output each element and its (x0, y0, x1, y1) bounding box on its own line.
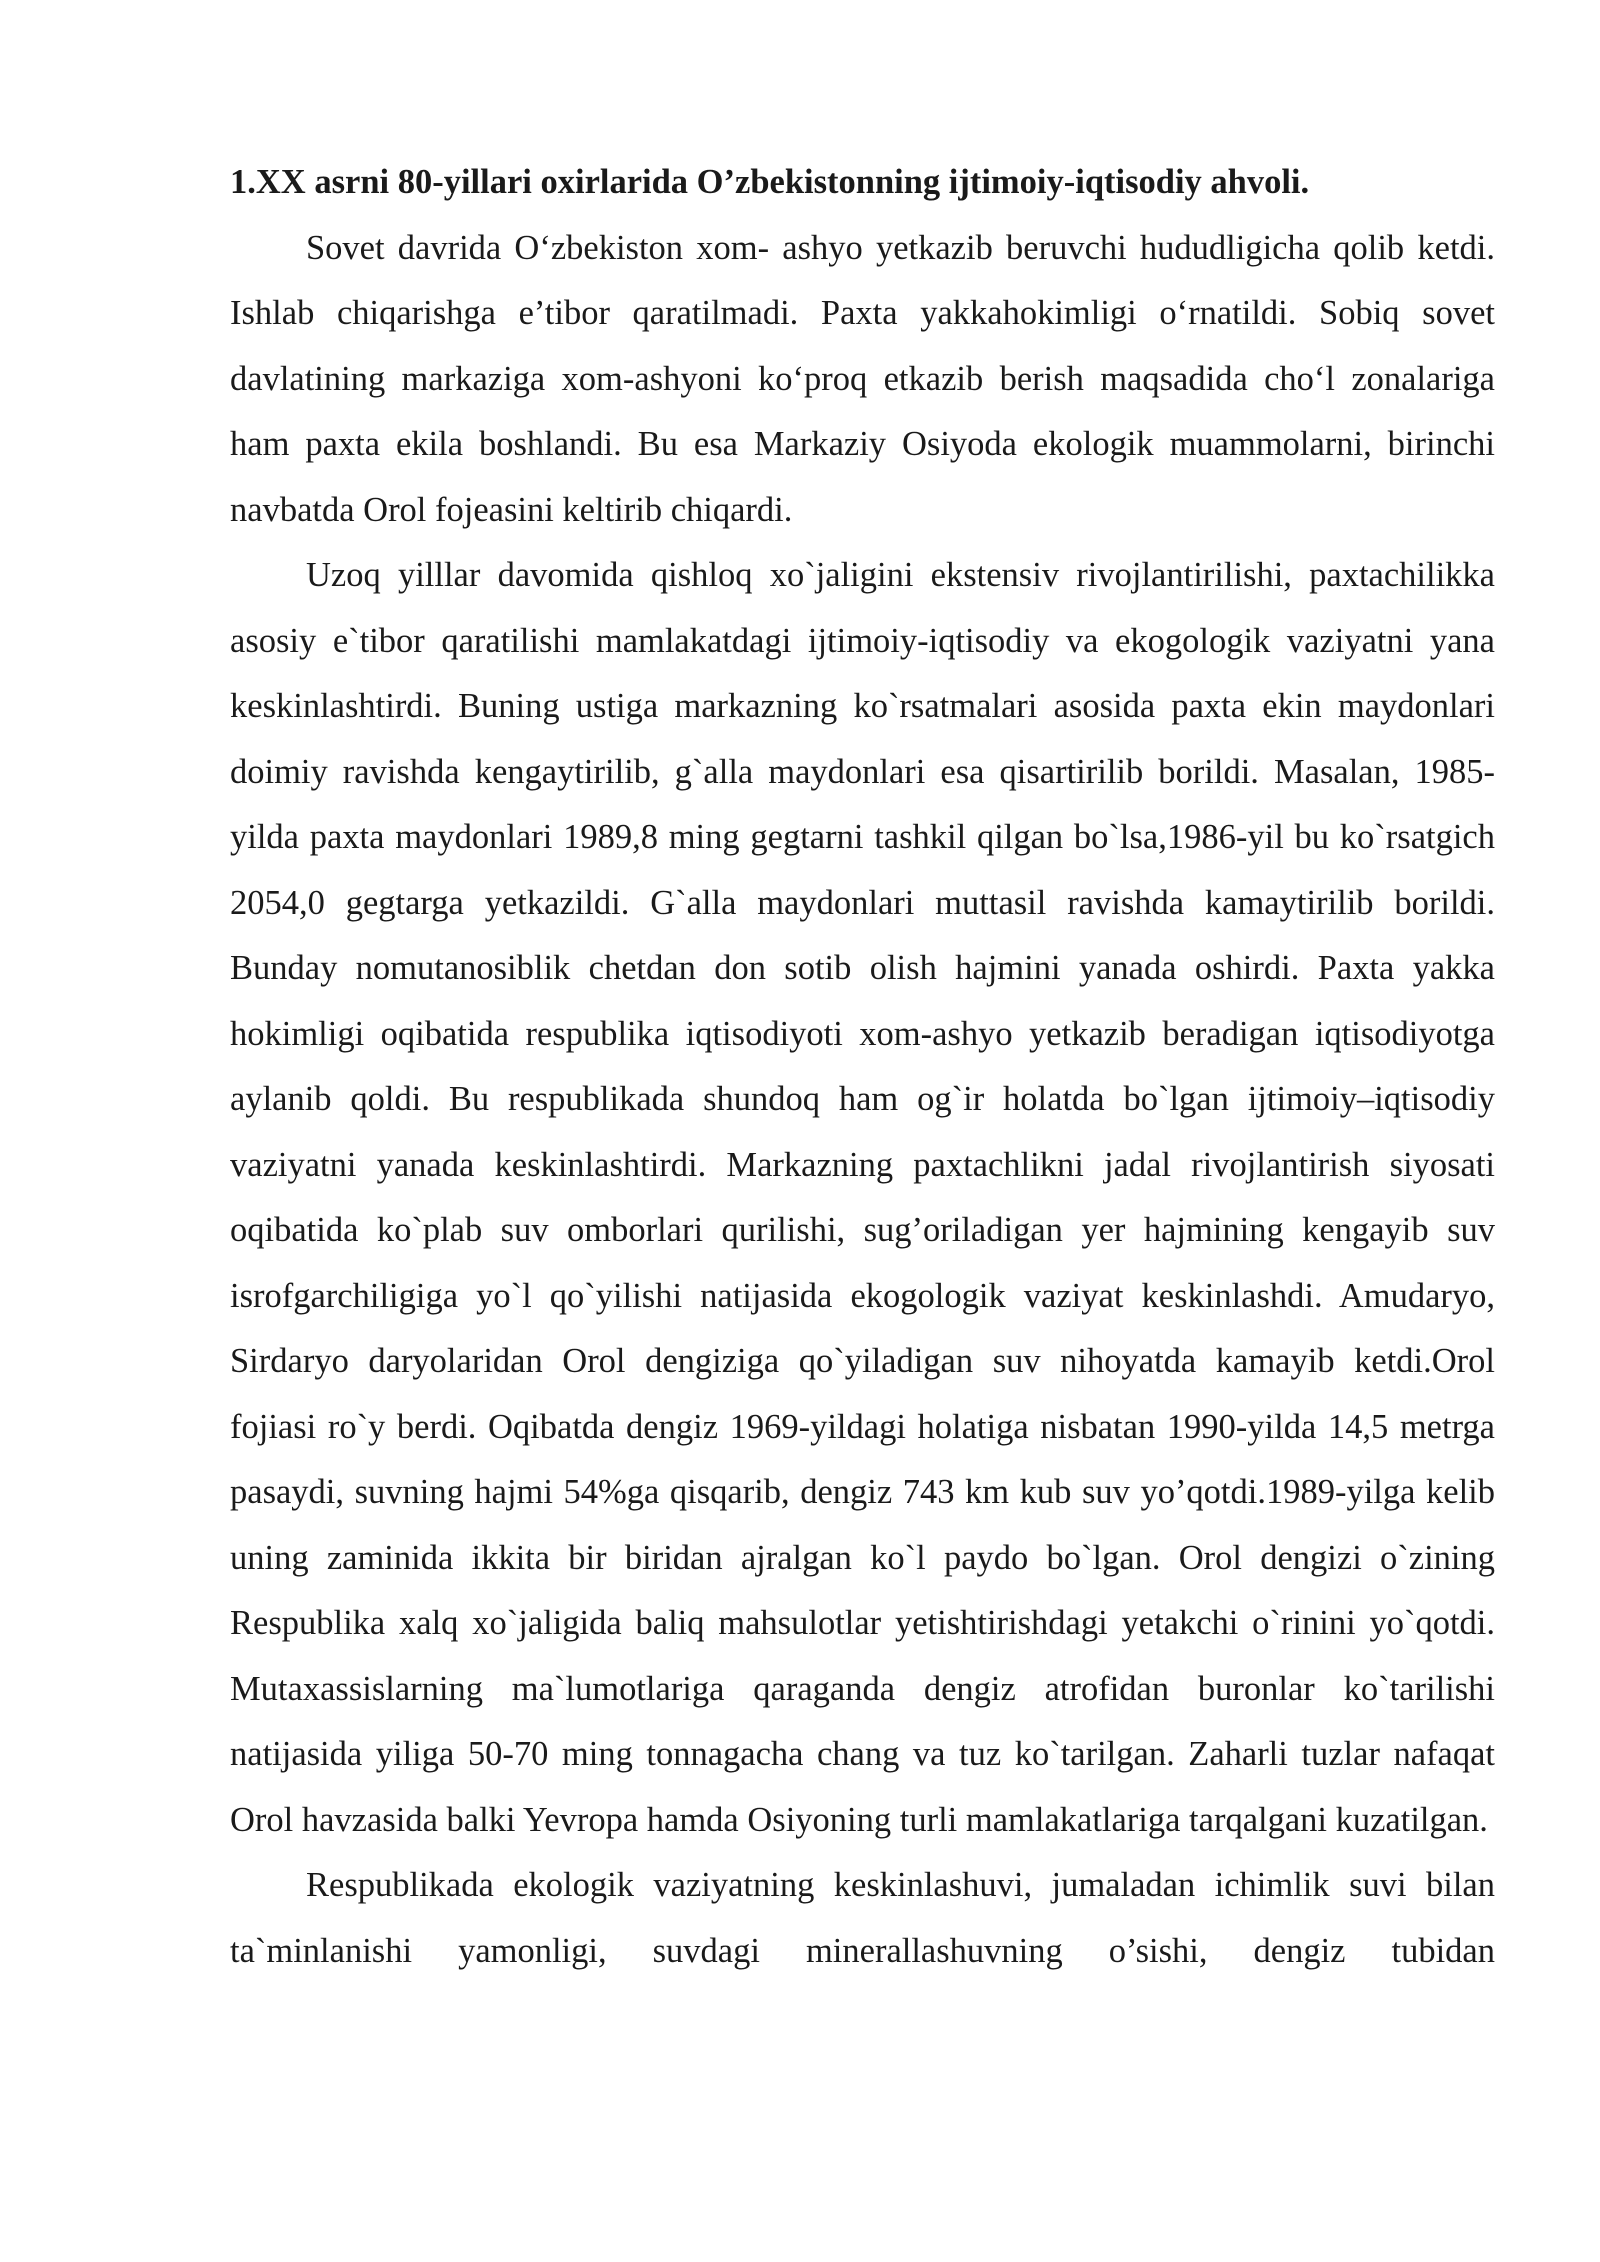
paragraph-3: Respublikada ekologik vaziyatning keskinlashuvi, jumaladan ichimlik suvi bilan ta`minlanishi yamonligi, suvdagi minerallashuvning o’sishi, dengiz tubidan (230, 1866, 1495, 1970)
paragraph-1: Sovet davrida O‘zbekiston xom- ashyo yetkazib beruvchi hududligicha qolib ketdi. Ishlab chiqarishga e’tibor qaratilmadi. Paxta yakkahokimligi o‘rnatildi. Sobiq sovet davlatining markaziga xom-ashyoni ko‘proq etkazib berish maqsadida cho‘l zonalariga ham paxta ekila boshlandi. Bu esa Markaziy Osiyoda ekologik muammolarni, birinchi navbatda Orol fojeasini keltirib chiqardi. (230, 228, 1495, 529)
section-heading: 1.XX asrni 80-yillari oxirlarida O’zbekistonning ijtimoiy-iqtisodiy ahvoli. (230, 163, 1310, 201)
document-page (230, 150, 1495, 1984)
paragraph-2: Uzoq yilllar davomida qishloq xo`jaligini ekstensiv rivojlantirilishi, paxtachilikka asosiy e`tibor qaratilishi mamlakatdagi ijtimoiy-iqtisodiy va ekogologik vaziyatni yana keskinlashtirdi. Buning ustiga markazning ko`rsatmalari asosida paxta ekin maydonlari doimiy ravishda kengaytirilib, g`alla maydonlari esa qisartirilib borildi. Masalan, 1985-yilda paxta maydonlari 1989,8 ming gegtarni tashkil qilgan bo`lsa,1986-yil bu ko`rsatgich 2054,0 gegtarga yetkazildi. G`alla maydonlari muttasil ravishda kamaytirilib borildi. Bunday nomutanosiblik chetdan don sotib olish hajmini yanada oshirdi. Paxta yakka hokimligi oqibatida respublika iqtisodiyoti xom-ashyo yetkazib beradigan iqtisodiyotga aylanib qoldi. Bu respublikada shundoq ham og`ir holatda bo`lgan ijtimoiy–iqtisodiy vaziyatni yanada keskinlashtirdi. Markazning paxtachlikni jadal rivojlantirish siyosati oqibatida ko`plab suv omborlari qurilishi, sug’oriladigan yer hajmining kengayib suv isrofgarchiligiga yo`l qo`yilishi natijasida ekogologik vaziyat keskinlashdi. Amudaryo, Sirdaryo daryolaridan Orol dengiziga qo`yiladigan suv nihoyatda kamayib ketdi.Orol fojiasi ro`y berdi. Oqibatda dengiz 1969-yildagi holatiga nisbatan 1990-yilda 14,5 metrga pasaydi, suvning hajmi 54%ga qisqarib, dengiz 743 km kub suv yo’qotdi.1989-yilga kelib uning zaminida ikkita bir biridan ajralgan ko`l paydo bo`lgan. Orol dengizi o`zining Respublika xalq xo`jaligida baliq mahsulotlar yetishtirishdagi yetakchi o`rinini yo`qotdi. Mutaxassislarning ma`lumotlariga qaraganda dengiz atrofidan buronlar ko`tarilishi natijasida yiliga 50-70 ming tonnagacha chang va tuz ko`tarilgan. Zaharli tuzlar nafaqat Orol havzasida balki Yevropa hamda Osiyoning turli mamlakatlariga tarqalgani kuzatilgan. (230, 556, 1495, 1839)
